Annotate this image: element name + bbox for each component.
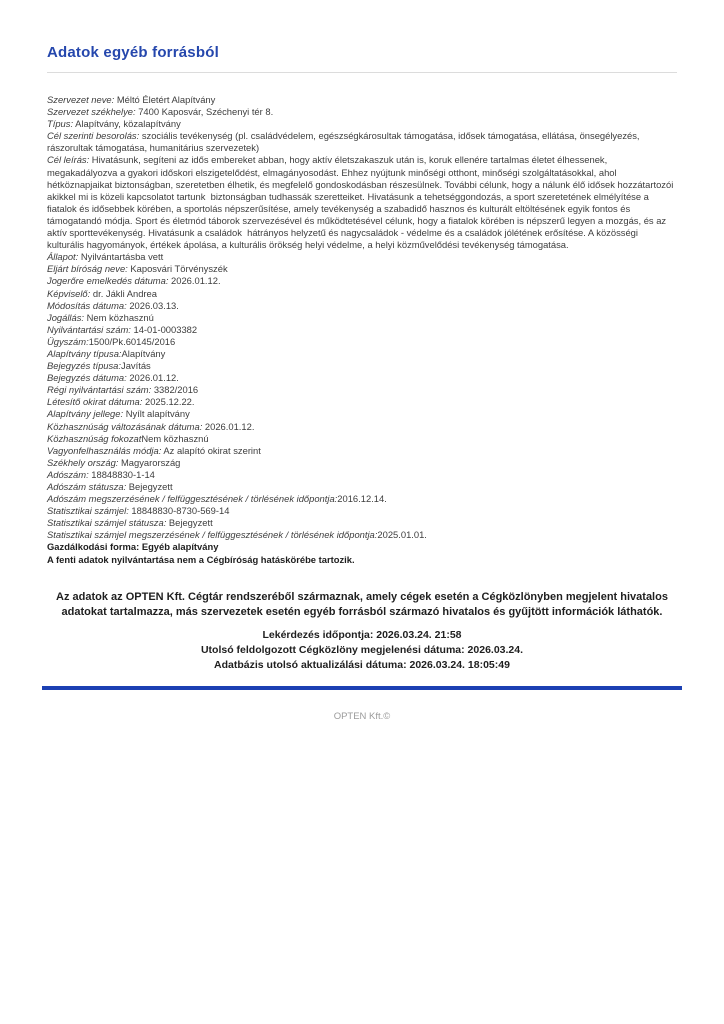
field-row	[47, 130, 677, 154]
field-row	[47, 336, 677, 348]
field-label: Statisztikai számjel megszerzésének / felfüggesztésének / törlésének időpontja:	[47, 529, 378, 541]
field-row	[47, 372, 677, 384]
field-label: Alapítvány típusa:	[47, 347, 122, 359]
field-row	[47, 288, 677, 300]
field-row	[47, 493, 677, 505]
field-label: Alapítvány jellege:	[47, 408, 124, 420]
field-value: Nyílt alapítvány	[123, 408, 190, 420]
field-row	[47, 300, 677, 312]
field-row	[47, 348, 677, 360]
field-row	[47, 554, 677, 566]
field-value: Az alapító okirat szerint	[161, 444, 261, 456]
field-row	[47, 541, 677, 553]
field-row	[47, 94, 677, 106]
field-row	[47, 384, 677, 396]
field-row	[47, 469, 677, 481]
field-value: Alapítvány, közalapítvány	[73, 118, 181, 130]
field-row	[47, 457, 677, 469]
field-label: Statisztikai számjel státusza:	[47, 517, 167, 529]
field-row	[47, 505, 677, 517]
field-label: Állapot:	[47, 251, 79, 263]
field-label: Statisztikai számjel:	[47, 505, 129, 517]
field-label: Képviselő:	[47, 287, 91, 299]
field-value: Bejegyzett	[166, 517, 213, 529]
field-row	[47, 433, 677, 445]
copyright-text: OPTEN Kft.©	[333, 710, 391, 722]
field-label: Közhasznúság változásának dátuma:	[47, 420, 203, 432]
field-label: Bejegyzés típusa:	[47, 360, 122, 372]
field-label: Cél leírás:	[47, 154, 90, 166]
field-row	[47, 275, 677, 287]
field-value: Hivatásunk, segíteni az idős embereket abban, hogy aktív életszakaszuk után is, koruk ellenére tartalmas életet élhessenek, megakadályozva a gyakori időskori elszigetelődést, elmagányosodást. Ehhez nyújtunk minőségi otthont, minőségi szolgáltatásokkal, ahol hétköznapjaikat biztonságban, szeretetben élhetik, és megfelelő gondoskodásban részesülnek. További célunk, hogy a nálunk élő idősek hozzátartozói akikkel mi is közeli kapcsolatot tartunk biztonságban tudhassák szeretteiket. Hivatásunk a tehetséggondozás, a sport szeretetének elmélyítése a fiatalok és idősebbek körében, a sportolás népszerűsítése, amely tevékenység a szabadidő hasznos és kulturált eltöltésének egyik fontos és támogatandó módja. Sport és életmód táborok szervezésével és működtetésével célunk, hogy a fiatalok körében is népszerű legyen a mozgás, és az aktív sporttevékenység. Hivatásunk a családok hátrányos helyzetű és nagycsaládok - védelme és a családok jólétének erősítése. A közösségi kulturális hagyományok, értékek ápolása, a kulturális örökség helyi védelme, a helyi közművelődési tevékenység támogatása.	[47, 154, 679, 251]
field-label: Jogállás:	[47, 311, 85, 323]
field-label: Cél szerinti besorolás:	[47, 130, 140, 142]
field-value: 14-01-0003382	[130, 323, 198, 335]
field-value: Nem közhasznú	[141, 432, 209, 444]
field-value: Méltó Életért Alapítvány	[114, 94, 216, 105]
field-label: Adószám státusza:	[47, 481, 127, 492]
field-row	[47, 118, 677, 130]
fields-list	[47, 94, 677, 566]
field-value: Nyilvántartásba vett	[78, 251, 164, 263]
field-row	[47, 312, 677, 324]
field-row	[47, 529, 677, 541]
page-title: Adatok egyéb forrásból	[47, 44, 219, 61]
field-row	[47, 408, 677, 420]
last-gazette-date: Utolsó feldolgozott Cégközlöny megjelenési dátuma: 2026.03.24.	[200, 643, 524, 656]
field-value: 1500/Pk.60145/2016	[88, 335, 176, 347]
field-row	[47, 481, 677, 493]
field-value: 7400 Kaposvár, Széchenyi tér 8.	[135, 106, 274, 118]
meta-block	[47, 628, 677, 673]
field-label: Közhasznúság fokozat	[47, 432, 142, 444]
field-value: 2025.01.01.	[377, 529, 427, 541]
field-label: Szervezet neve:	[47, 94, 115, 105]
field-value: Bejegyzett	[126, 481, 173, 492]
field-value: 2026.01.12.	[168, 275, 221, 287]
field-value: szociális tevékenység (pl. családvédelem, egészségkárosultak támogatása, idősek támogatása, ellátása, önsegélyezés, rászorultak támogatása, humanitárius szervezetek)	[47, 130, 643, 154]
field-label: Gazdálkodási forma:	[47, 541, 140, 553]
field-row	[47, 360, 677, 372]
field-row	[47, 396, 677, 408]
field-value: Javítás	[121, 360, 151, 372]
field-value: Kaposvári Törvényszék	[127, 263, 228, 275]
field-label: Nyilvántartási szám:	[47, 323, 131, 335]
field-value: dr. Jákli Andrea	[90, 287, 157, 299]
field-row	[47, 251, 677, 263]
field-value: Magyarország	[118, 456, 181, 468]
field-label: Adószám megszerzésének / felfüggesztésének / törlésének időpontja:	[47, 493, 338, 505]
field-label: Bejegyzés dátuma:	[47, 372, 127, 384]
field-value: Egyéb alapítvány	[139, 541, 219, 553]
field-label: Ügyszám:	[47, 335, 89, 347]
field-row	[47, 324, 677, 336]
field-value: Alapítvány	[121, 347, 166, 359]
field-value: 3382/2016	[151, 384, 199, 396]
field-row	[47, 263, 677, 275]
field-label: Székhely ország:	[47, 456, 119, 468]
field-value: 18848830-8730-569-14	[128, 505, 230, 517]
field-row	[47, 154, 677, 251]
field-label: A fenti adatok nyilvántartása nem a Cégbíróság hatáskörébe tartozik.	[47, 553, 355, 565]
field-label: Létesítő okirat dátuma:	[47, 396, 143, 408]
field-value: 2026.01.12.	[126, 372, 179, 384]
field-value: 2016.12.14.	[337, 493, 387, 505]
field-row	[47, 421, 677, 433]
query-time: Lekérdezés időpontja: 2026.03.24. 21:58	[262, 628, 462, 641]
field-value: Nem közhasznú	[84, 311, 154, 323]
field-label: Szervezet székhelye:	[47, 106, 136, 118]
field-value: 2025.12.22.	[142, 396, 195, 408]
field-label: Módosítás dátuma:	[47, 299, 127, 311]
field-row	[47, 445, 677, 457]
field-row	[47, 106, 677, 118]
field-label: Régi nyilvántartási szám:	[47, 384, 152, 396]
field-value: 2026.03.13.	[126, 299, 179, 311]
field-label: Jogerőre emelkedés dátuma:	[47, 275, 169, 287]
field-label: Adószám:	[47, 468, 89, 480]
field-label: Vagyonfelhasználás módja:	[47, 444, 162, 456]
footer-divider	[42, 686, 682, 690]
field-row	[47, 517, 677, 529]
field-value: 18848830-1-14	[88, 468, 155, 480]
disclaimer-text: Az adatok az OPTEN Kft. Cégtár rendszeréből származnak, amely cégek esetén a Cégközlönyben megjelent hivatalos adatokat tartalmazza, más szervezetek esetén egyéb forrásból származó hivatalos és gyűjtött információk láthatók.	[56, 590, 668, 619]
field-value: 2026.01.12.	[202, 420, 255, 432]
field-label: Típus:	[47, 118, 74, 130]
field-label: Eljárt bíróság neve:	[47, 263, 128, 275]
title-divider	[47, 72, 677, 73]
db-update-date: Adatbázis utolsó aktualizálási dátuma: 2026.03.24. 18:05:49	[214, 658, 510, 671]
